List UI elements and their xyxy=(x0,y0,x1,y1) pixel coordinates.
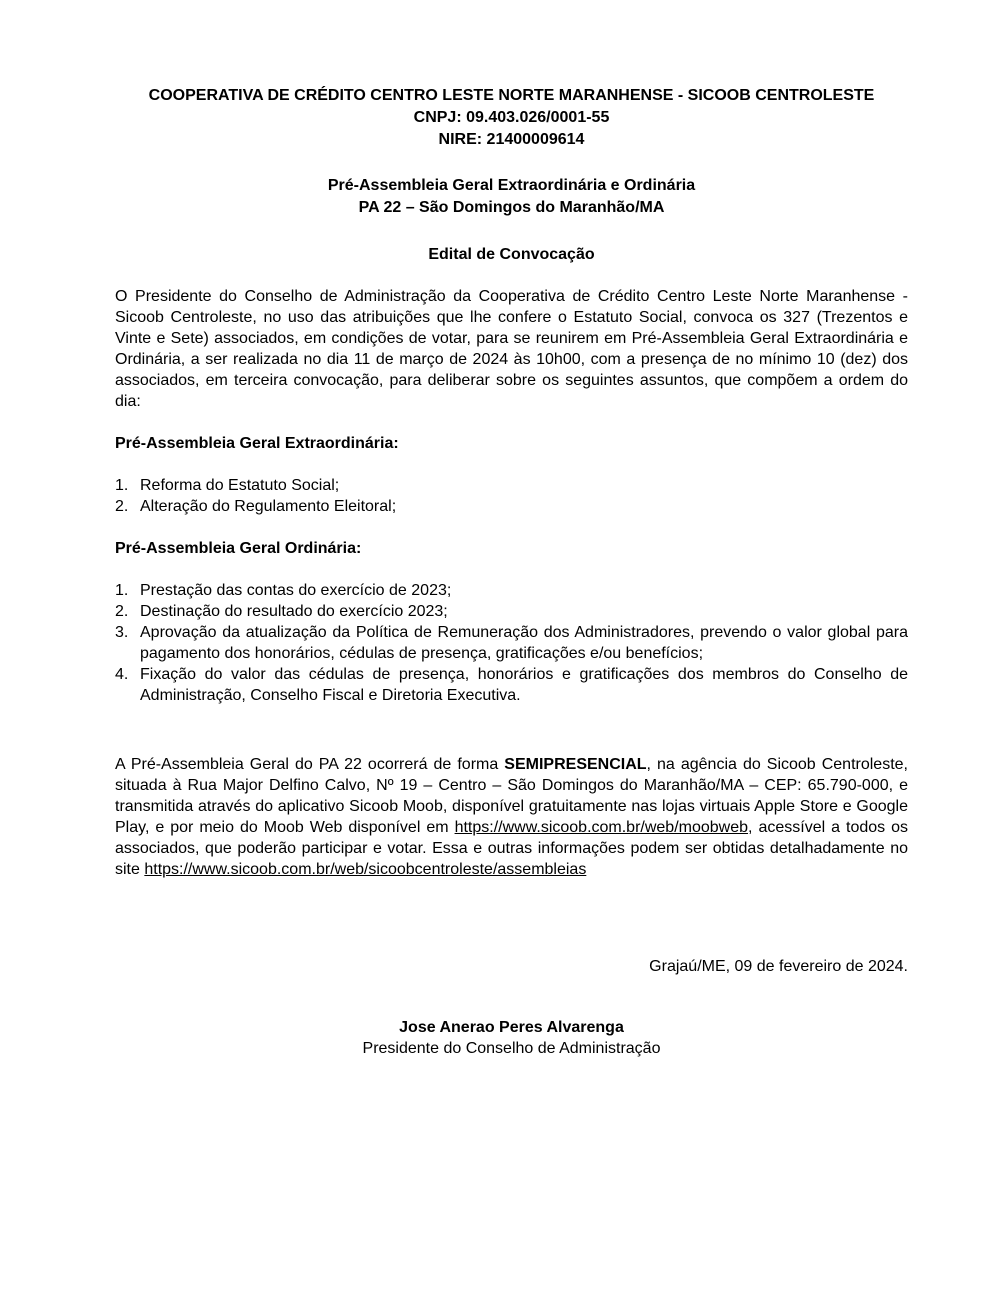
item-text: Fixação do valor das cédulas de presença, honorários e gratificações dos membros do Conselho de Administração, Conselho Fiscal e Diretoria Executiva. xyxy=(140,666,908,704)
signature-name: Jose Anerao Peres Alvarenga xyxy=(399,1019,624,1036)
details-text-3: , acessível a todos os associados, que poderão participar e votar. Essa e outras informações podem ser obtidas detalhadamente no site xyxy=(115,819,909,878)
signature-role: Presidente do Conselho de Administração xyxy=(362,1040,661,1057)
list-item xyxy=(115,475,908,496)
cnpj-line: CNPJ: 09.403.026/0001-55 xyxy=(413,109,610,126)
meeting-location: PA 22 – São Domingos do Maranhão/MA xyxy=(358,199,665,216)
item-text: Aprovação da atualização da Política de Remuneração dos Administradores, prevendo o valor global para pagamento dos honorários, cédulas de presença, gratificações e/ou benefícios; xyxy=(140,624,908,662)
item-text: Reforma do Estatuto Social; xyxy=(140,477,340,494)
agenda-list-extraordinaria xyxy=(115,475,908,517)
item-text: Alteração do Regulamento Eleitoral; xyxy=(140,498,397,515)
signature-block xyxy=(115,1017,908,1059)
list-item xyxy=(115,580,908,601)
item-number: 3. xyxy=(115,624,129,641)
dateline: Grajaú/ME, 09 de fevereiro de 2024. xyxy=(649,958,908,975)
document-header xyxy=(115,85,908,151)
details-text-1: A Pré-Assembleia Geral do PA 22 ocorrerá de forma xyxy=(115,756,505,773)
details-paragraph xyxy=(115,754,908,880)
list-item xyxy=(115,601,908,622)
doc-title: Edital de Convocação xyxy=(428,246,595,263)
item-number: 1. xyxy=(115,477,129,494)
item-number: 2. xyxy=(115,603,129,620)
details-text-2: , na agência do Sicoob Centroleste, situada à Rua Major Delfino Calvo, Nº 19 – Centro – São Domingos do Maranhão/MA – CEP: 65.790-000, e transmitida através do aplicativo Sicoob Moob, disponível gratuitamente nas lojas virtuais Apple Store e Google Play, e por meio do Moob Web disponível em xyxy=(115,756,908,836)
list-item xyxy=(115,622,908,664)
item-text: Prestação das contas do exercício de 2023; xyxy=(140,582,452,599)
meeting-header xyxy=(115,175,908,219)
moobweb-link[interactable]: https://www.sicoob.com.br/web/moobweb xyxy=(454,819,749,836)
agenda-list-ordinaria xyxy=(115,580,908,706)
semipresencial-emphasis: SEMIPRESENCIAL xyxy=(504,756,647,773)
nire-line: NIRE: 21400009614 xyxy=(438,131,585,148)
list-item xyxy=(115,496,908,517)
intro-paragraph: O Presidente do Conselho de Administração da Cooperativa de Crédito Centro Leste Norte Maranhense - Sicoob Centroleste, no uso das atribuições que lhe confere o Estatuto Social, convoca os 327 (Trezentos e Vinte e Sete) associados, em condições de votar, para se reunirem em Pré-Assembleia Geral Extraordinária e Ordinária, a ser realizada no dia 11 de março de 2024 às 10h00, com a presença de no mínimo 10 (dez) dos associados, em terceira convocação, para deliberar sobre os seguintes assuntos, que compõem a ordem do dia: xyxy=(115,288,908,410)
section-heading-extraordinaria: Pré-Assembleia Geral Extraordinária: xyxy=(115,435,399,452)
item-number: 4. xyxy=(115,666,129,683)
meeting-title: Pré-Assembleia Geral Extraordinária e Ordinária xyxy=(327,177,696,194)
list-item xyxy=(115,664,908,706)
item-number: 1. xyxy=(115,582,129,599)
item-text: Destinação do resultado do exercício 2023; xyxy=(140,603,448,620)
assembleias-link[interactable]: https://www.sicoob.com.br/web/sicoobcentroleste/assembleias xyxy=(144,861,587,878)
org-name: COOPERATIVA DE CRÉDITO CENTRO LESTE NORTE MARANHENSE - SICOOB CENTROLESTE xyxy=(148,87,875,104)
section-heading-ordinaria: Pré-Assembleia Geral Ordinária: xyxy=(115,540,362,557)
item-number: 2. xyxy=(115,498,129,515)
